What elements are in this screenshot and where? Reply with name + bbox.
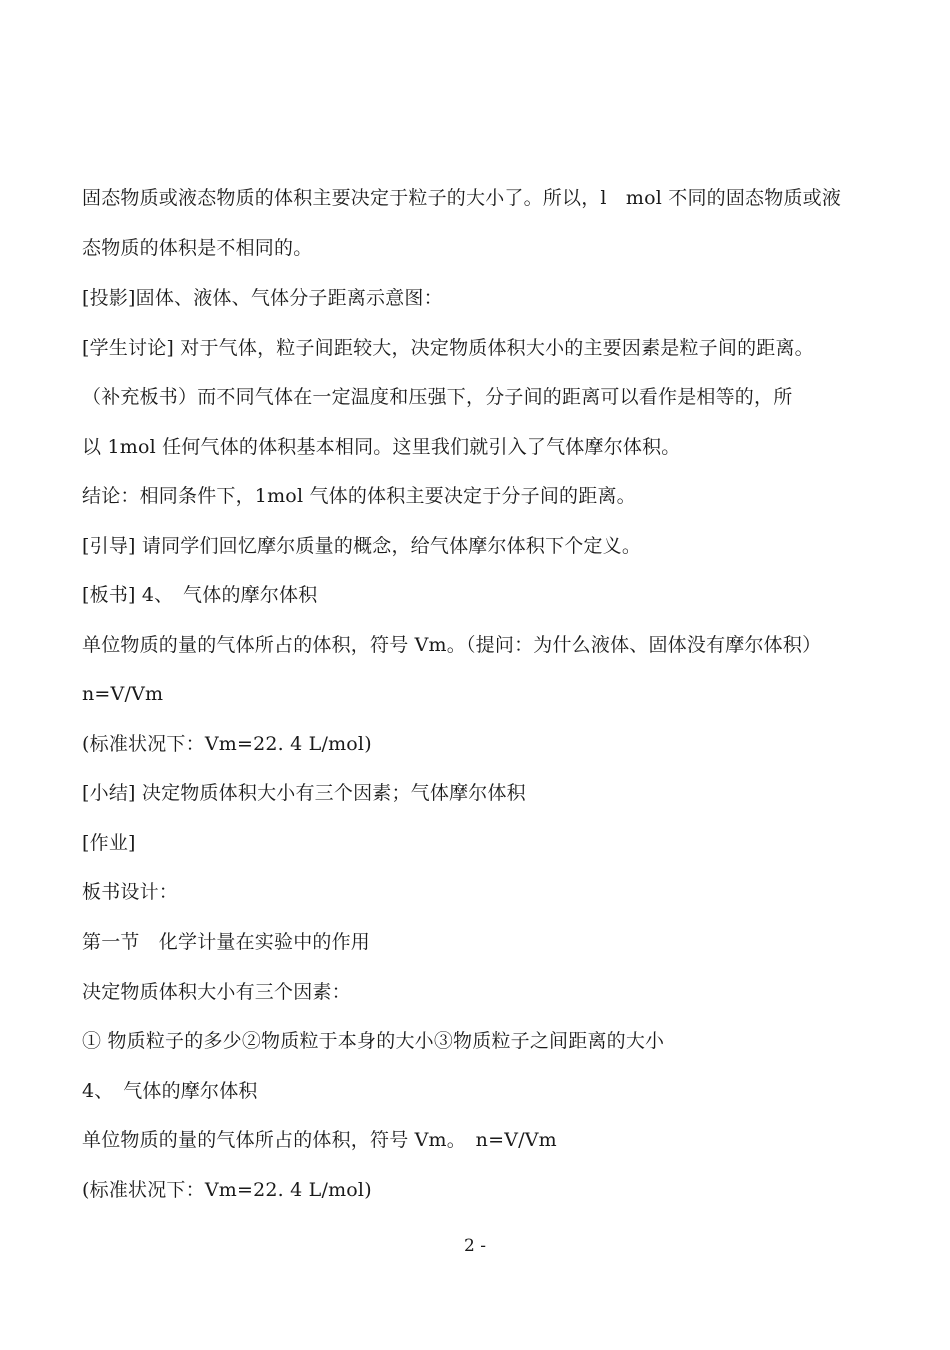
- text-line: (标准状况下：Vm=22. 4 L/mol): [82, 733, 372, 755]
- text-line: [学生讨论] 对于气体，粒子间距较大，决定物质体积大小的主要因素是粒子间的距离。: [82, 337, 814, 359]
- text-line: [投影]固体、液体、气体分子距离示意图：: [82, 287, 443, 309]
- text-line: [板书] 4、 气体的摩尔体积: [82, 584, 318, 606]
- text-line: [小结] 决定物质体积大小有三个因素；气体摩尔体积: [82, 782, 526, 804]
- text-line: 决定物质体积大小有三个因素：: [82, 981, 351, 1003]
- section-heading: 第一节 化学计量在实验中的作用: [82, 931, 371, 953]
- text-line: ① 物质粒子的多少②物质粒于本身的大小③物质粒子之间距离的大小: [82, 1030, 665, 1052]
- text-line: 板书设计：: [82, 881, 179, 903]
- text-line: [引导] 请同学们回忆摩尔质量的概念，给气体摩尔体积下个定义。: [82, 535, 642, 557]
- text-line: [作业]: [82, 832, 136, 854]
- text-line: 以 1mol 任何气体的体积基本相同。这里我们就引入了气体摩尔体积。: [82, 436, 681, 458]
- page-number: 2 -: [464, 1236, 486, 1256]
- text-line: 单位物质的量的气体所占的体积，符号 Vm。 n=V/Vm: [82, 1129, 557, 1151]
- text-line: 结论：相同条件下，1mol 气体的体积主要决定于分子间的距离。: [82, 485, 636, 507]
- text-line: 固态物质或液态物质的体积主要决定于粒子的大小了。所以，l mol 不同的固态物质或液: [82, 187, 842, 209]
- text-line: (标准状况下：Vm=22. 4 L/mol): [82, 1179, 372, 1201]
- text-line: 4、 气体的摩尔体积: [82, 1080, 258, 1102]
- text-line: 单位物质的量的气体所占的体积，符号 Vm。（提问：为什么液体、固体没有摩尔体积）: [82, 634, 822, 656]
- formula-line: n=V/Vm: [82, 683, 164, 705]
- text-line: 态物质的体积是不相同的。: [82, 237, 313, 259]
- text-line: （补充板书）而不同气体在一定温度和压强下，分子间的距离可以看作是相等的，所: [82, 386, 793, 408]
